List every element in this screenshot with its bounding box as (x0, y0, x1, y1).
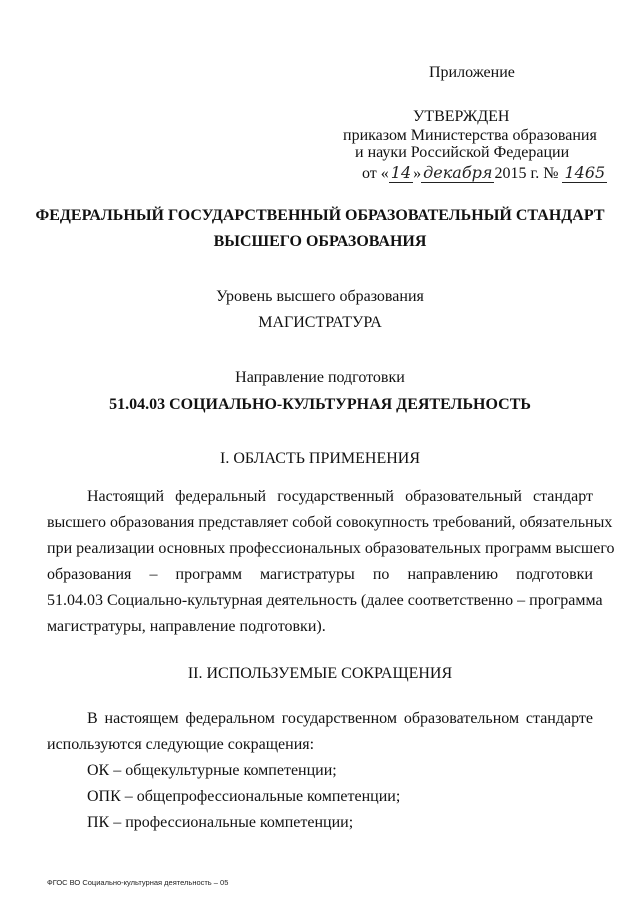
appendix-label: Приложение (429, 64, 515, 81)
section-2-line: В настоящем федеральном государственном образовательном стандарте (87, 710, 593, 727)
date-year: 2015 г. № (494, 165, 559, 182)
date-month: декабря (423, 163, 493, 182)
date-prefix: от « (362, 165, 389, 182)
order-line-2: и науки Российской Федерации (355, 144, 570, 161)
direction-value: 51.04.03 СОЦИАЛЬНО-КУЛЬТУРНАЯ ДЕЯТЕЛЬНОСТЬ (109, 396, 531, 413)
document-title-line-2: ВЫСШЕГО ОБРАЗОВАНИЯ (213, 233, 427, 250)
abbreviation-item: ПК – профессиональные компетенции; (87, 814, 354, 831)
section-2-heading: II. ИСПОЛЬЗУЕМЫЕ СОКРАЩЕНИЯ (187, 665, 453, 682)
date-mid: » (413, 165, 422, 182)
abbreviation-item: ОК – общекультурные компетенции; (87, 762, 337, 779)
section-1-line: образования – программ магистратуры по направлению подготовки (47, 566, 593, 583)
section-1-line: Настоящий федеральный государственный образовательный стандарт (87, 488, 593, 505)
order-date-line (362, 163, 607, 183)
document-title-line-1: ФЕДЕРАЛЬНЫЙ ГОСУДАРСТВЕННЫЙ ОБРАЗОВАТЕЛЬНЫЙ СТАНДАРТ (35, 207, 605, 224)
page-footer: ФГОС ВО Социально-культурная деятельность – 05 (47, 878, 229, 887)
order-number: 1465 (564, 163, 606, 182)
level-value: МАГИСТРАТУРА (258, 314, 382, 331)
section-1-heading: I. ОБЛАСТЬ ПРИМЕНЕНИЯ (219, 450, 421, 467)
section-1-line: 51.04.03 Социально-культурная деятельность (далее соответственно – программа (47, 592, 603, 609)
abbreviation-item: ОПК – общепрофессиональные компетенции; (87, 788, 401, 805)
section-1-line: магистратуры, направление подготовки). (47, 618, 326, 635)
level-label: Уровень высшего образования (216, 288, 424, 305)
section-1-line: при реализации основных профессиональных образовательных программ высшего (47, 540, 615, 557)
approved-label: УТВЕРЖДЕН (413, 108, 510, 125)
order-line-1: приказом Министерства образования (343, 127, 597, 144)
direction-label: Направление подготовки (235, 369, 405, 386)
date-day: 14 (390, 163, 412, 182)
section-2-line: используются следующие сокращения: (47, 736, 315, 753)
section-1-line: высшего образования представляет собой совокупность требований, обязательных (47, 514, 613, 531)
